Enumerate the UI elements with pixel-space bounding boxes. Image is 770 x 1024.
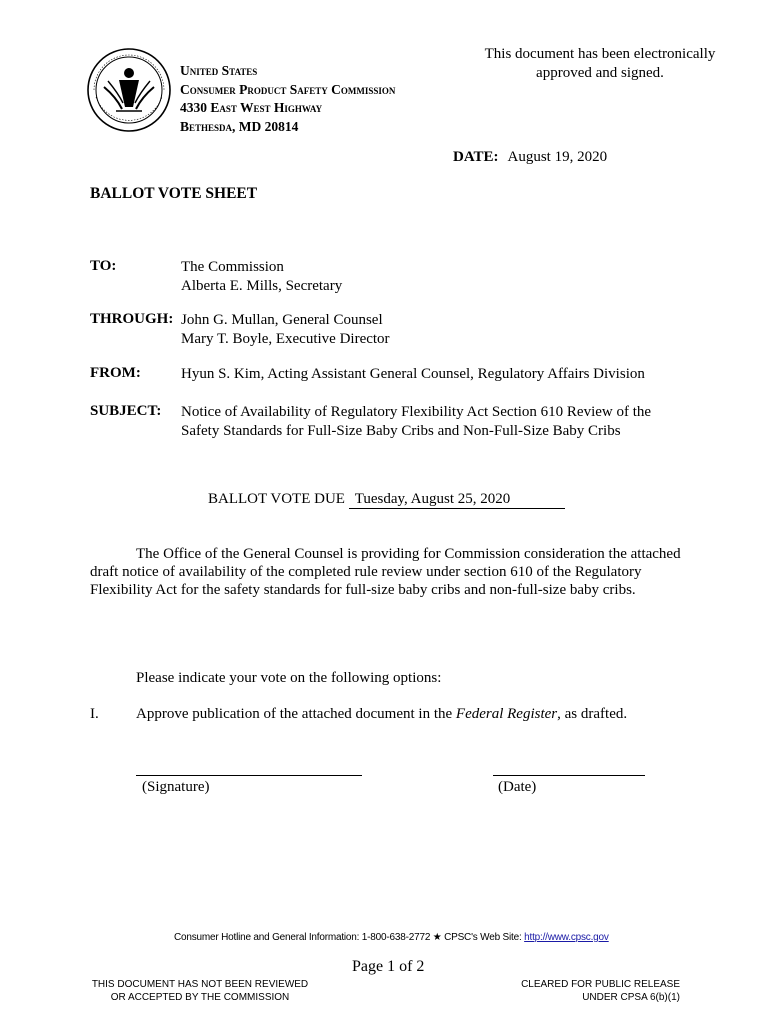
through-line: Mary T. Boyle, Executive Director (181, 330, 390, 347)
to-recipients (181, 258, 342, 295)
ballot-due-date: Tuesday, August 25, 2020 (349, 491, 565, 509)
option-text-italic: Federal Register (455, 706, 558, 722)
agency-city: Bethesda, MD 20814 (180, 118, 299, 134)
hotline-info (174, 932, 609, 943)
subject-label: SUBJECT: (90, 403, 162, 419)
cpsc-seal-logo (86, 47, 172, 133)
date-label: DATE: (453, 149, 499, 165)
option-number: I. (90, 706, 99, 722)
release-notice-line: CLEARED FOR PUBLIC RELEASE (521, 979, 680, 990)
through-recipients (181, 311, 390, 348)
review-disclaimer-line: THIS DOCUMENT HAS NOT BEEN REVIEWED (91, 979, 309, 990)
ballot-due-label: BALLOT VOTE DUE (208, 491, 345, 507)
from-label: FROM: (90, 365, 141, 381)
release-notice (470, 978, 680, 1004)
option-text-start: Approve publication of the attached document in the (136, 706, 456, 722)
agency-country: United States (180, 63, 258, 78)
subject-text (181, 403, 651, 440)
release-notice-line: UNDER CPSA 6(b)(1) (582, 992, 680, 1003)
to-line: The Commission (181, 259, 284, 275)
option-text (136, 706, 627, 723)
agency-street: 4330 East West Highway (180, 100, 323, 115)
ballot-due (208, 491, 565, 509)
website-link[interactable]: http://www.cpsc.gov (524, 932, 609, 943)
document-date (453, 149, 607, 166)
body-paragraph: The Office of the General Counsel is providing for Commission consideration the attached draft notice of availability of the completed rule review under section 610 of the Regulatory Flexibility Act for the safety standards for full-size baby cribs and non-full-size baby cribs. (90, 546, 681, 598)
agency-address-block (180, 62, 395, 136)
esign-notice: This document has been electronically approved and signed. (484, 46, 716, 81)
date-caption: (Date) (498, 779, 537, 795)
review-disclaimer-line: OR ACCEPTED BY THE COMMISSION (110, 992, 290, 1003)
to-line: Alberta E. Mills, Secretary (181, 277, 343, 294)
date-value: August 19, 2020 (507, 149, 608, 165)
to-label: TO: (90, 258, 117, 274)
option-text-end: , as drafted. (557, 706, 628, 722)
subject-line: Safety Standards for Full-Size Baby Cribs and Non-Full-Size Baby Cribs (181, 422, 621, 439)
date-line[interactable] (493, 775, 645, 776)
hotline-text: Consumer Hotline and General Information: 1-800-638-2772 ★ CPSC's Web Site: (174, 932, 525, 943)
review-disclaimer (90, 978, 310, 1004)
vote-instruction: Please indicate your vote on the following options: (136, 670, 442, 686)
page-title: BALLOT VOTE SHEET (90, 185, 258, 202)
from-text: Hyun S. Kim, Acting Assistant General Counsel, Regulatory Affairs Division (181, 366, 645, 382)
signature-line[interactable] (136, 775, 362, 776)
page-number: Page 1 of 2 (352, 958, 425, 975)
through-label: THROUGH: (90, 311, 174, 327)
through-line: John G. Mullan, General Counsel (181, 312, 383, 328)
signature-caption: (Signature) (142, 779, 210, 795)
agency-name: Consumer Product Safety Commission (180, 81, 396, 97)
subject-line: Notice of Availability of Regulatory Flexibility Act Section 610 Review of the (181, 404, 652, 420)
